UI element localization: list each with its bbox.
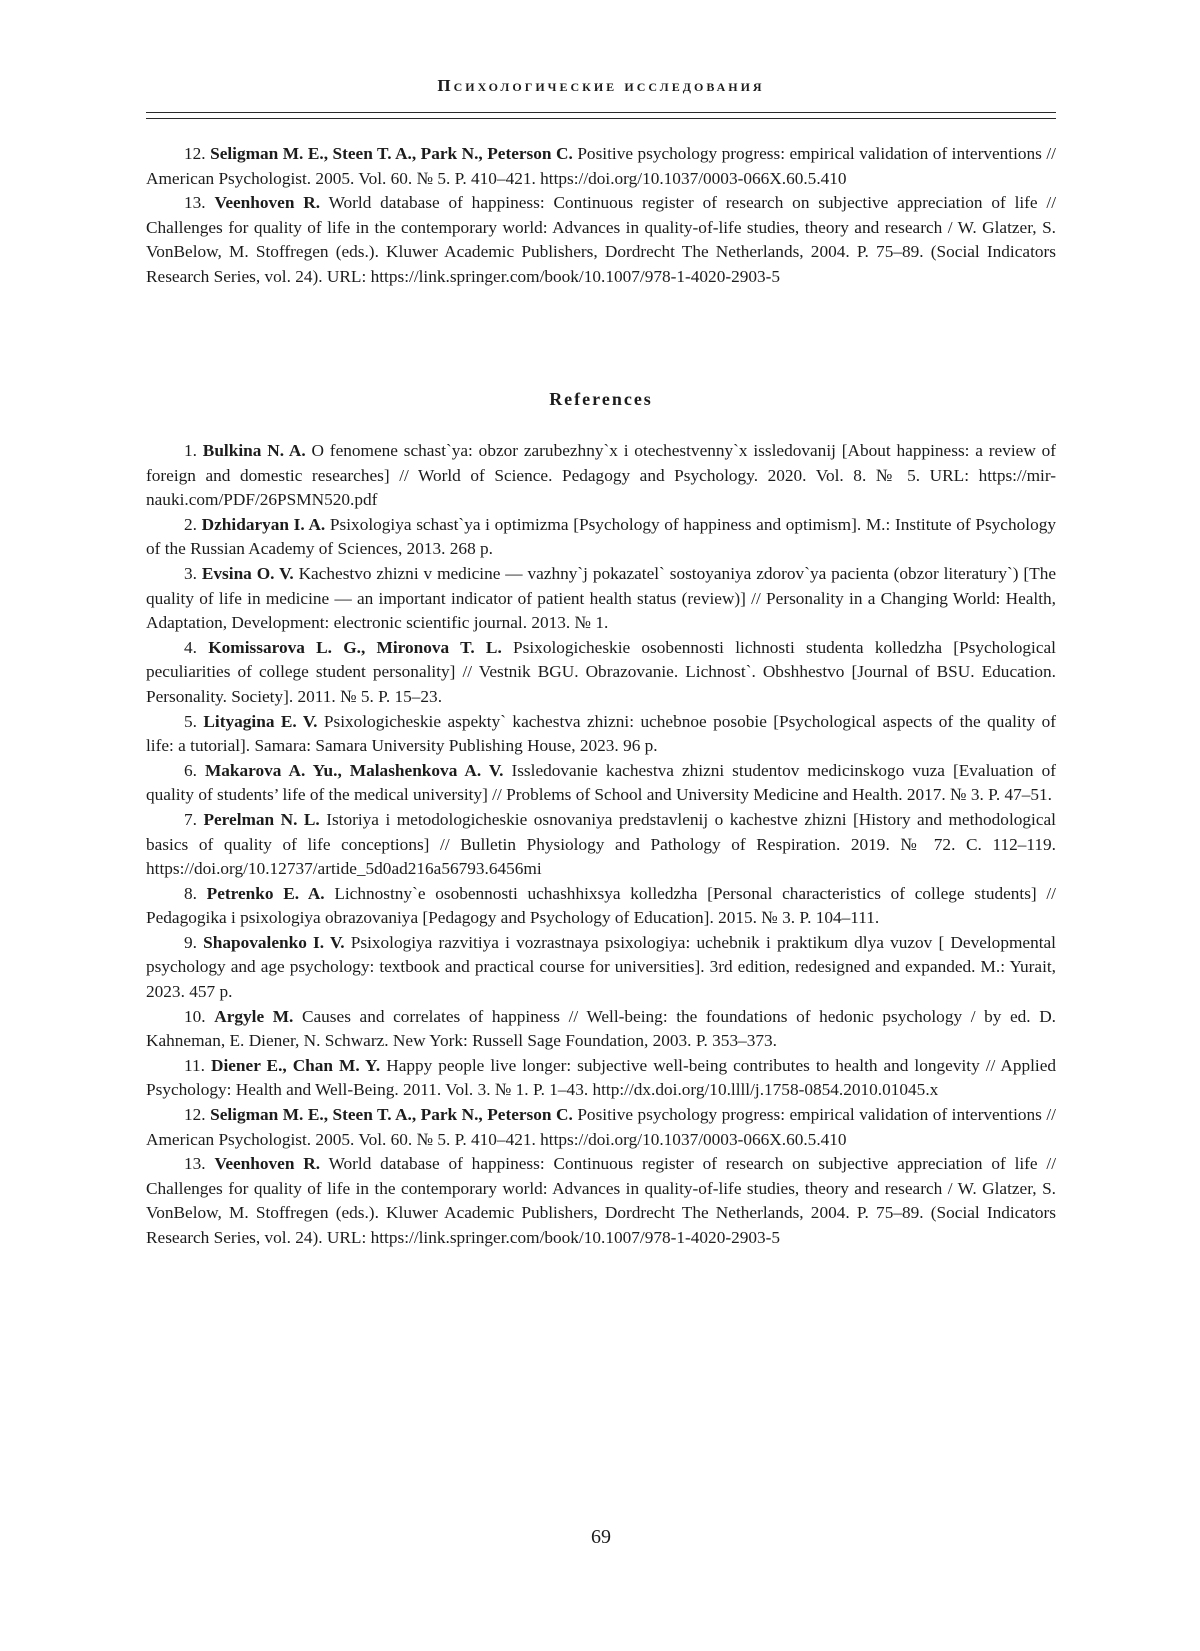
entry-text: Positive psychology progress: empirical validation of interventions // American Psychologist. 2005. Vol. 60. № 5. P. 410–421. https://doi.org/10.1037/0003-066X.60.5.410 bbox=[146, 144, 1056, 188]
entry-text: O fenomene schast`ya: obzor zarubezhny`x i otechestvenny`x issledovanij [About happiness: a review of foreign and domestic researches] // World of Science. Pedagogy and Psychology. 2020. Vol. 8. № 5. URL: https://mir-nauki.com/PDF/26PSMN520.pdf bbox=[146, 441, 1056, 509]
entry-text: Issledovanie kachestva zhizni studentov medicinskogo vuza [Evaluation of quality of students’ life of the medical university] // Problems of School and University Medicine and Health. 2017. № 3. P. 47–51. bbox=[146, 761, 1056, 805]
reference-entry bbox=[146, 710, 1056, 759]
reference-entry bbox=[146, 759, 1056, 808]
entry-text: Lichnostny`e osobennosti uchashhixsya kolledzha [Personal characteristics of college students] // Pedagogika i psixologiya obrazovaniya [Pedagogy and Psychology of Education]. 2015. № 3. P. 104–111. bbox=[146, 884, 1056, 928]
reference-entry bbox=[146, 882, 1056, 931]
entry-text: World database of happiness: Continuous register of research on subjective appreciation of life // Challenges for quality of life in the contemporary world: Advances in quality-of-life studies, theory and research / W. Glatzer, S. VonBelow, M. Stoffregen (eds.). Kluwer Academic Publishers, Dordrecht The Netherlands, 2004. P. 75–89. (Social Indicators Research Series, vol. 24). URL: https://link.springer.com/book/10.1007/978-1-4020-2903-5 bbox=[146, 193, 1056, 286]
entry-text: Istoriya i metodologicheskie osnovaniya predstavlenij o kachestve zhizni [History and methodological basics of quality of life conceptions] // Bulletin Physiology and Pathology of Respiration. 2019. № 72. C. 112–119. https://doi.org/10.12737/artide_5d0ad216a56793.6456mi bbox=[146, 810, 1056, 878]
entry-text: Psixologiya schast`ya i optimizma [Psychology of happiness and optimism]. M.: Institute of Psychology of the Russian Academy of Sciences, 2013. 268 p. bbox=[146, 515, 1056, 559]
running-head: Психологические исследования bbox=[146, 76, 1056, 96]
reference-entry bbox=[146, 808, 1056, 882]
entry-authors: Petrenko E. A. bbox=[207, 884, 325, 903]
entry-number: 1. bbox=[184, 441, 197, 460]
reference-entry bbox=[146, 1054, 1056, 1103]
entry-authors: Diener E., Chan M. Y. bbox=[211, 1056, 380, 1075]
entry-text: World database of happiness: Continuous register of research on subjective appreciation of life // Challenges for quality of life in the contemporary world: Advances in quality-of-life studies, theory and research / W. Glatzer, S. VonBelow, M. Stoffregen (eds.). Kluwer Academic Publishers, Dordrecht The Netherlands, 2004. P. 75–89. (Social Indicators Research Series, vol. 24). URL: https://link.springer.com/book/10.1007/978-1-4020-2903-5 bbox=[146, 1154, 1056, 1247]
entry-authors: Shapovalenko I. V. bbox=[203, 933, 344, 952]
entry-authors: Seligman M. E., Steen T. A., Park N., Peterson C. bbox=[210, 144, 573, 163]
entry-text: Psixologicheskie aspekty` kachestva zhizni: uchebnoe posobie [Psychological aspects of the quality of life: a tutorial]. Samara: Samara University Publishing House, 2023. 96 p. bbox=[146, 712, 1056, 756]
page-number: 69 bbox=[146, 1526, 1056, 1549]
entry-number: 11. bbox=[184, 1056, 205, 1075]
header-rule-top bbox=[146, 112, 1056, 113]
entry-number: 9. bbox=[184, 933, 197, 952]
entry-authors: Evsina O. V. bbox=[202, 564, 294, 583]
reference-entry bbox=[146, 1152, 1056, 1250]
reference-entry bbox=[146, 636, 1056, 710]
entry-number: 10. bbox=[184, 1007, 206, 1026]
entry-number: 8. bbox=[184, 884, 197, 903]
entry-text: Happy people live longer: subjective well-being contributes to health and longevity // Applied Psychology: Health and Well-Being. 2011. Vol. 3. № 1. P. 1–43. http://dx.doi.org/10.llll/j.1758-0854.2010.01045.x bbox=[146, 1056, 1056, 1100]
references-list bbox=[146, 439, 1056, 1251]
reference-entry bbox=[146, 931, 1056, 1005]
entry-authors: Dzhidaryan I. A. bbox=[202, 515, 326, 534]
header-rule-bottom bbox=[146, 118, 1056, 119]
entry-authors: Veenhoven R. bbox=[214, 193, 320, 212]
entry-authors: Lityagina E. V. bbox=[203, 712, 317, 731]
entry-authors: Perelman N. L. bbox=[203, 810, 319, 829]
reference-entry bbox=[146, 513, 1056, 562]
entry-authors: Komissarova L. G., Mironova T. L. bbox=[208, 638, 502, 657]
entry-number: 2. bbox=[184, 515, 197, 534]
entry-number: 7. bbox=[184, 810, 197, 829]
reference-entry bbox=[146, 1103, 1056, 1152]
entry-number: 4. bbox=[184, 638, 197, 657]
entry-text: Positive psychology progress: empirical validation of interventions // American Psychologist. 2005. Vol. 60. № 5. P. 410–421. https://doi.org/10.1037/0003-066X.60.5.410 bbox=[146, 1105, 1056, 1149]
reference-entry bbox=[146, 1005, 1056, 1054]
entry-number: 5. bbox=[184, 712, 197, 731]
entry-number: 3. bbox=[184, 564, 197, 583]
entry-number: 13. bbox=[184, 193, 206, 212]
entry-text: Psixologiya razvitiya i vozrastnaya psixologiya: uchebnik i praktikum dlya vuzov [ Developmental psychology and age psychology: textbook and practical course for universities]. 3rd edition, redesigned and expanded. M.: Yurait, 2023. 457 p. bbox=[146, 933, 1056, 1001]
reference-entry bbox=[146, 562, 1056, 636]
bib-entry bbox=[146, 191, 1056, 289]
entry-number: 12. bbox=[184, 144, 206, 163]
entry-authors: Makarova A. Yu., Malashenkova A. V. bbox=[205, 761, 503, 780]
entry-authors: Veenhoven R. bbox=[214, 1154, 320, 1173]
entry-text: Kachestvo zhizni v medicine — vazhny`j pokazatel` sostoyaniya zdorov`ya pacienta (obzor literatury`) [The quality of life in medicine — an important indicator of patient health status (review)] // Personality in a Changing World: Health, Adaptation, Development: electronic scientific journal. 2013. № 1. bbox=[146, 564, 1056, 632]
entry-authors: Bulkina N. A. bbox=[203, 441, 306, 460]
reference-entry bbox=[146, 439, 1056, 513]
entry-authors: Argyle M. bbox=[214, 1007, 293, 1026]
bib-entry bbox=[146, 142, 1056, 191]
entry-number: 12. bbox=[184, 1105, 206, 1124]
continued-bibliography bbox=[146, 142, 1056, 290]
entry-text: Causes and correlates of happiness // Well-being: the foundations of hedonic psychology / by ed. D. Kahneman, E. Diener, N. Schwarz. New York: Russell Sage Foundation, 2003. P. 353–373. bbox=[146, 1007, 1056, 1051]
entry-number: 13. bbox=[184, 1154, 206, 1173]
entry-number: 6. bbox=[184, 761, 197, 780]
entry-authors: Seligman M. E., Steen T. A., Park N., Peterson C. bbox=[210, 1105, 573, 1124]
references-heading: References bbox=[146, 389, 1056, 410]
entry-text: Psixologicheskie osobennosti lichnosti studenta kolledzha [Psychological peculiarities of college student personality] // Vestnik BGU. Obrazovanie. Lichnost`. Obshhestvo [Journal of BSU. Education. Personality. Society]. 2011. № 5. P. 15–23. bbox=[146, 638, 1056, 706]
